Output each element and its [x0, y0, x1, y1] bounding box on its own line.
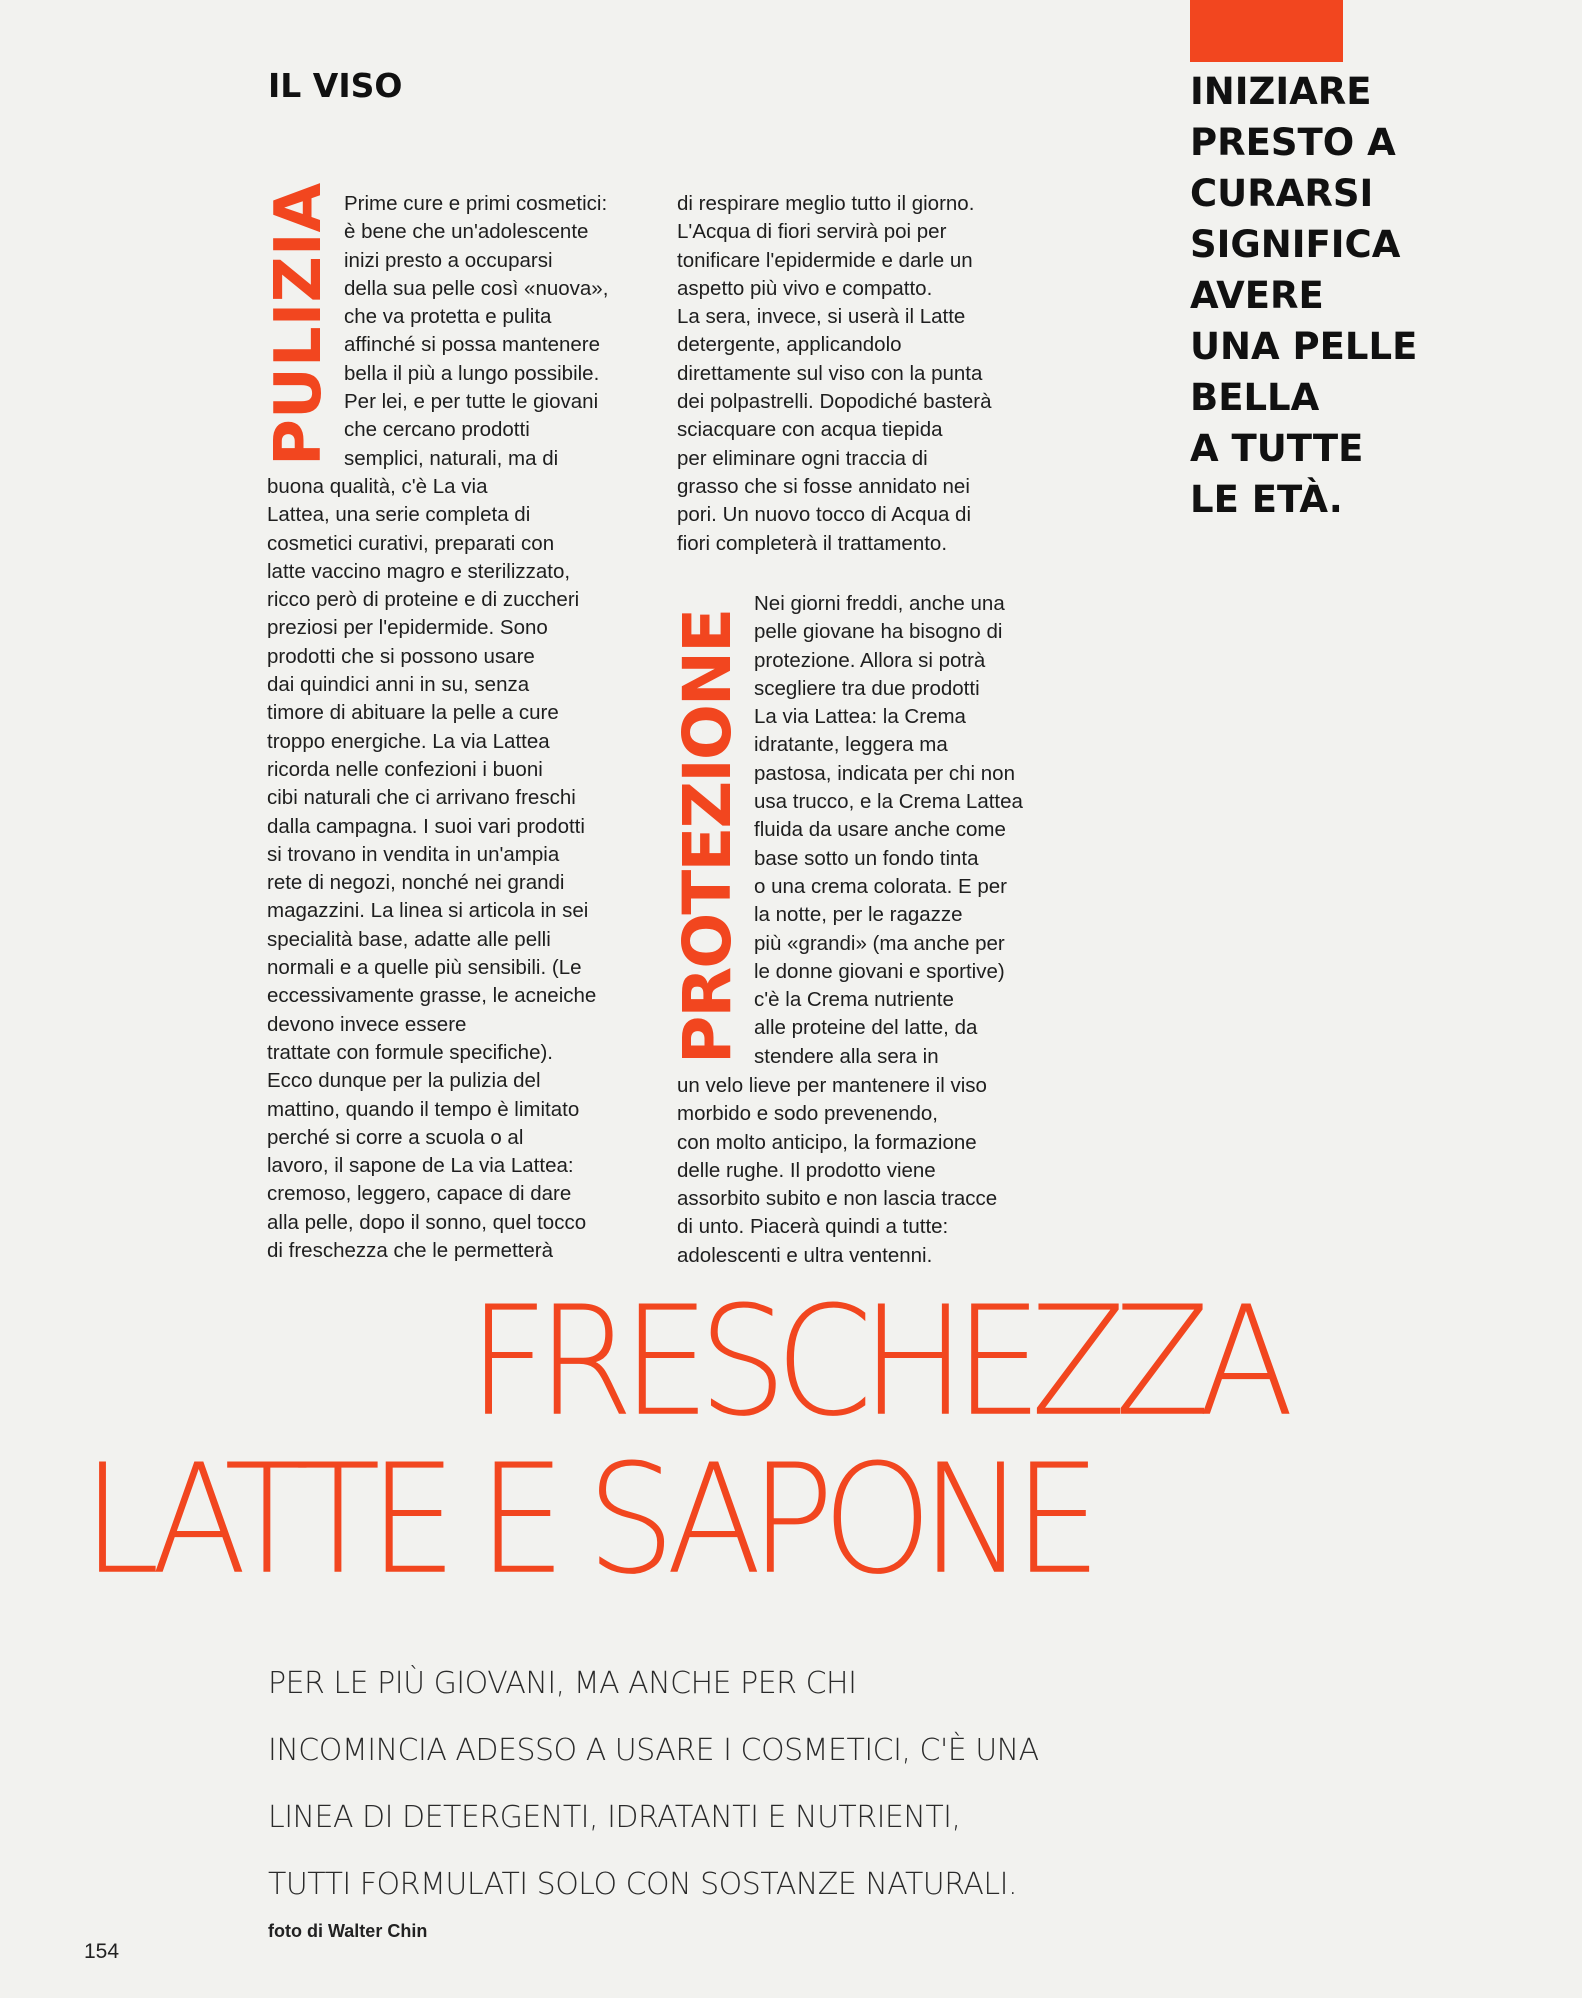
text-line: mattino, quando il tempo è limitato: [267, 1097, 580, 1121]
text-line: aspetto più vivo e compatto.: [677, 276, 933, 300]
pull-quote-line: UNA PELLE: [1190, 325, 1418, 368]
text-line: più «grandi» (ma anche per: [754, 931, 1005, 955]
text-line: prodotti che si possono usare: [267, 644, 535, 668]
text-line: sciacquare con acqua tiepida: [677, 418, 943, 442]
text-line: assorbito subito e non lascia tracce: [677, 1187, 998, 1211]
text-line: fiori completerà il trattamento.: [677, 531, 948, 555]
text-line: dei polpastrelli. Dopodiché basterà: [677, 390, 992, 414]
text-line: inizi presto a occuparsi: [344, 248, 553, 272]
text-line: La sera, invece, si userà il Latte: [677, 305, 966, 329]
photo-credit: foto di Walter Chin: [268, 1921, 428, 1941]
text-line: affinché si possa mantenere: [344, 333, 601, 357]
text-line: semplici, naturali, ma di: [344, 446, 559, 470]
text-line: timore di abituare la pelle a cure: [267, 701, 559, 725]
heading-protezione: PROTEZIONE: [669, 609, 746, 1064]
text-line: dai quindici anni in su, senza: [267, 673, 530, 697]
text-line: alle proteine del latte, da: [754, 1016, 978, 1040]
text-line: si trovano in vendita in un'ampia: [267, 842, 560, 866]
column2-top-text: [677, 190, 992, 558]
text-line: di unto. Piacerà quindi a tutte:: [677, 1215, 949, 1239]
text-line: troppo energiche. La via Lattea: [267, 729, 550, 753]
headline-line-1: FRESCHEZZA: [468, 1274, 1283, 1451]
text-line: c'è la Crema nutriente: [754, 988, 954, 1012]
text-line: che va protetta e pulita: [344, 305, 552, 329]
text-line: alla pelle, dopo il sonno, quel tocco: [267, 1210, 587, 1234]
text-line: magazzini. La linea si articola in sei: [267, 899, 589, 923]
text-line: cremoso, leggero, capace di dare: [267, 1182, 572, 1206]
subtitle-line: LINEA DI DETERGENTI, IDRATANTI E NUTRIENTI,: [268, 1800, 961, 1835]
text-line: della sua pelle così «nuova»,: [344, 276, 609, 300]
pull-quote-line: BELLA: [1190, 376, 1320, 419]
text-line: cibi naturali che ci arrivano freschi: [267, 786, 576, 810]
text-line: cosmetici curativi, preparati con: [267, 531, 555, 555]
text-line: lavoro, il sapone de La via Lattea:: [267, 1154, 574, 1178]
text-line: direttamente sul viso con la punta: [677, 361, 983, 385]
pull-quote-line: A TUTTE: [1190, 427, 1364, 470]
column1-bottom-text: [267, 473, 596, 1265]
text-line: è bene che un'adolescente: [344, 220, 589, 244]
text-line: scegliere tra due prodotti: [754, 676, 980, 700]
text-line: di freschezza che le permetterà: [267, 1239, 553, 1263]
text-line: pastosa, indicata per chi non: [754, 761, 1015, 785]
text-line: pelle giovane ha bisogno di: [754, 620, 1003, 644]
text-line: trattate con formule specifiche).: [267, 1040, 553, 1064]
text-line: Prime cure e primi cosmetici:: [344, 192, 608, 215]
text-line: Per lei, e per tutte le giovani: [344, 390, 599, 414]
subtitle: [268, 1650, 1039, 1918]
text-line: idratante, leggera ma: [754, 733, 948, 757]
pull-quote-line: AVERE: [1190, 274, 1324, 317]
text-line: di respirare meglio tutto il giorno.: [677, 192, 975, 215]
column2-bottom-text: [677, 1072, 997, 1270]
pull-quote-line: CURARSI: [1190, 172, 1374, 215]
page-number: 154: [84, 1940, 120, 1963]
text-line: bella il più a lungo possibile.: [344, 361, 600, 385]
text-line: dalla campagna. I suoi vari prodotti: [267, 814, 585, 838]
text-line: La via Lattea: la Crema: [754, 705, 966, 729]
text-line: specialità base, adatte alle pelli: [267, 927, 551, 951]
text-line: Ecco dunque per la pulizia del: [267, 1069, 541, 1093]
text-line: ricco però di proteine e di zuccheri: [267, 588, 580, 612]
text-line: eccessivamente grasse, le acneiche: [267, 984, 597, 1008]
text-line: stendere alla sera in: [754, 1044, 939, 1068]
text-line: pori. Un nuovo tocco di Acqua di: [677, 503, 972, 527]
subtitle-line: PER LE PIÙ GIOVANI, MA ANCHE PER CHI: [268, 1666, 857, 1701]
subtitle-line: TUTTI FORMULATI SOLO CON SOSTANZE NATURALI.: [268, 1867, 1018, 1902]
text-line: morbido e sodo prevenendo,: [677, 1102, 938, 1126]
text-line: preziosi per l'epidermide. Sono: [267, 616, 548, 640]
text-line: un velo lieve per mantenere il viso: [677, 1074, 987, 1097]
text-line: L'Acqua di fiori servirà poi per: [677, 220, 947, 244]
subtitle-line: INCOMINCIA ADESSO A USARE I COSMETICI, C'È UNA: [268, 1733, 1039, 1768]
pull-quote-line: PRESTO A: [1190, 121, 1396, 164]
text-line: per eliminare ogni traccia di: [677, 446, 928, 470]
text-line: tonificare l'epidermide e darle un: [677, 248, 973, 272]
column1-top-text: [344, 190, 608, 473]
text-line: ricorda nelle confezioni i buoni: [267, 757, 543, 781]
text-line: adolescenti e ultra ventenni.: [677, 1243, 933, 1267]
text-line: Lattea, una serie completa di: [267, 503, 531, 527]
text-line: le donne giovani e sportive): [754, 959, 1005, 983]
section-label: IL VISO: [268, 66, 403, 105]
pull-quote-line: LE ETÀ.: [1190, 478, 1343, 521]
text-line: rete di negozi, nonché nei grandi: [267, 871, 565, 895]
text-line: o una crema colorata. E per: [754, 874, 1007, 898]
text-line: delle rughe. Il prodotto viene: [677, 1158, 936, 1182]
pull-quote: [1190, 66, 1530, 525]
text-line: Nei giorni freddi, anche una: [754, 592, 1005, 615]
red-accent-block: [1190, 0, 1343, 62]
text-line: devono invece essere: [267, 1012, 467, 1036]
text-line: grasso che si fosse annidato nei: [677, 474, 970, 498]
pull-quote-line: INIZIARE: [1190, 70, 1372, 113]
text-line: fluida da usare anche come: [754, 818, 1006, 842]
pull-quote-line: SIGNIFICA: [1190, 223, 1401, 266]
text-line: protezione. Allora si potrà: [754, 648, 986, 672]
text-line: normali e a quelle più sensibili. (Le: [267, 956, 582, 980]
text-line: che cercano prodotti: [344, 418, 530, 442]
headline-line-2: LATTE E SAPONE: [82, 1432, 1090, 1609]
text-line: con molto anticipo, la formazione: [677, 1130, 977, 1154]
text-line: perché si corre a scuola o al: [267, 1125, 524, 1149]
column2-middle-text: [754, 590, 1023, 1071]
text-line: la notte, per le ragazze: [754, 903, 963, 927]
text-line: usa trucco, e la Crema Lattea: [754, 790, 1023, 814]
text-line: detergente, applicandolo: [677, 333, 902, 357]
text-line: latte vaccino magro e sterilizzato,: [267, 559, 571, 583]
heading-pulizia: PULIZIA: [262, 182, 336, 466]
text-line: base sotto un fondo tinta: [754, 846, 979, 870]
text-line: buona qualità, c'è La via: [267, 475, 488, 498]
